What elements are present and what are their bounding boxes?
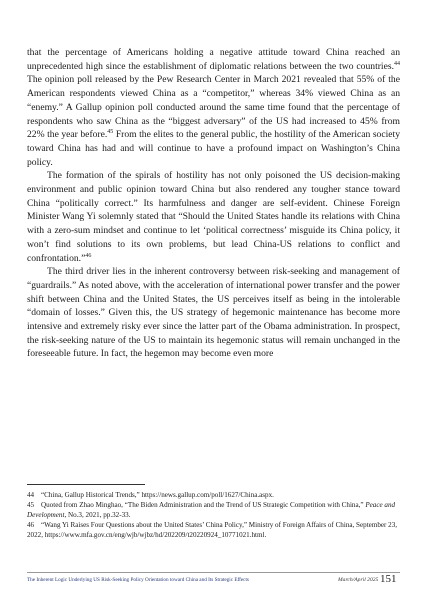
footnote-46 <box>27 520 400 540</box>
footnote-number: 44 <box>27 491 35 499</box>
footnote-ref-44[interactable]: 44 <box>394 60 400 67</box>
paragraph-1-text-a: that the percentage of Americans holding a negative attitude toward China reached an unprecedented high since the establishment of diplomatic relations between the two countries. <box>27 47 400 72</box>
footnote-number: 46 <box>27 521 35 530</box>
body-text <box>27 46 400 361</box>
footer-divider <box>27 572 400 573</box>
footnote-text: Quoted from Zhao Minghao, “The Biden Administration and the Trend of US Strategic Competition with China,” <box>41 501 366 510</box>
footnote-44 <box>27 490 400 500</box>
footnote-ref-46[interactable]: 46 <box>85 252 92 259</box>
paragraph-3: The third driver lies in the inherent controversy between risk-seeking and management of “guardrails.” As noted above, with the acceleration of international power transfer and the power shift between China and the United States, the US perceives itself as being in the intolerable “domain of losses.” Given this, the US strategy of hegemonic maintenance has become more intensive and extremely risky ever since the latter part of the Obama administration. In prospect, the risk-seeking nature of the US to maintain its hegemonic status will remain unchanged in the foreseeable future. In fact, the hegemon may become even more <box>27 266 400 360</box>
footnote-tail: , No.3, 2021, pp.32-33. <box>64 511 131 520</box>
footnote-text: “Wang Yi Raises Four Questions about the United States’ China Policy,” Ministry of Foreign Affairs of China, September 23, 2022, https://www.mfa.gov.cn/eng/wjb/wjbz/hd/202209/t20220924_10771021.html. <box>27 521 398 540</box>
paragraph-2 <box>27 169 400 265</box>
footnote-divider <box>27 484 145 485</box>
footnote-text: “China, Gallup Historical Trends,” https://news.gallup.com/poll/1627/China.aspx. <box>41 491 274 499</box>
footnote-journal-title: Peace and Development <box>27 501 396 520</box>
paragraph-1 <box>27 46 400 169</box>
page-number: 151 <box>380 573 397 585</box>
paragraph-1-text-b: The opinion poll released by the Pew Research Center in March 2021 revealed that 55% of the American respondents viewed China as a “competitor,” whereas 34% viewed China as an “enemy.” A Gallup opinion poll conducted around the same time found that the percentage of respondents who saw China as the “biggest adversary” of the US had increased to 45% from 22% the year before. <box>27 74 400 141</box>
paragraph-2-text: The formation of the spirals of hostility has not only poisoned the US decision-making environment and public opinion toward China but also rendered any tougher stance toward China “politically correct.” Its harmfulness and danger are self-evident. Chinese Foreign Minister Wang Yi solemnly stated that “Should the United States handle its relations with China with a zero-sum mindset and continue to let ‘political correctness’ misguide its China policy, it won’t find solutions to its own problems, but lead China-US relations to conflict and confrontation.” <box>27 170 400 264</box>
footnotes <box>27 490 400 540</box>
running-title: The Inherent Logic Underlying US Risk-Seeking Policy Orientation toward China and Its Strategic Effects <box>27 577 249 583</box>
issue-date: March/April 2025 <box>338 577 379 583</box>
footnote-45 <box>27 500 400 520</box>
footnote-ref-45[interactable]: 45 <box>107 129 114 136</box>
paragraph-1-text-c: From the elites to the general public, the hostility of the American society toward China has had and will continue to have a profound impact on Washington’s China policy. <box>27 129 400 168</box>
footnote-number: 45 <box>27 501 35 510</box>
